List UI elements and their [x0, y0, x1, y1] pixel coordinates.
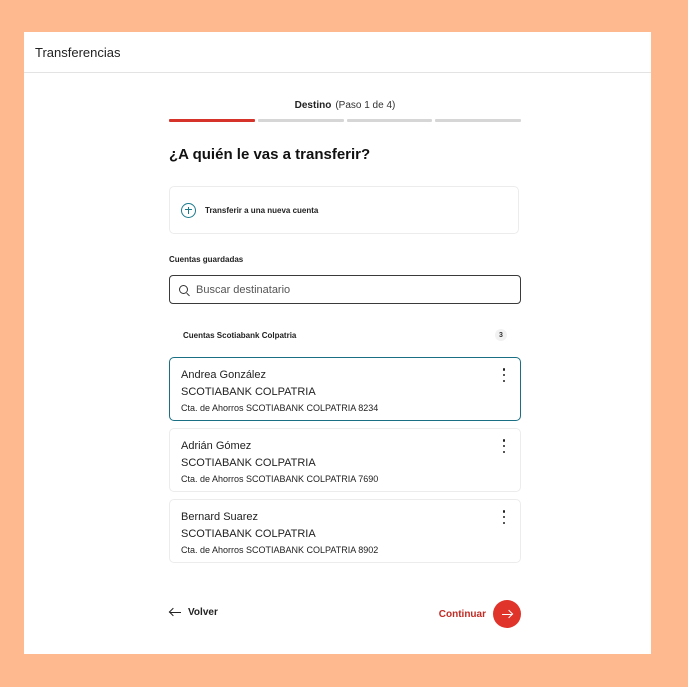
continue-label: Continuar	[438, 608, 486, 620]
top-bar	[24, 32, 651, 73]
search-box[interactable]	[169, 275, 521, 304]
back-label: Volver	[188, 607, 218, 618]
account-name: Andrea González	[181, 369, 266, 381]
progress-segment-4	[435, 119, 521, 122]
arrow-right-icon	[502, 609, 513, 619]
continue-circle[interactable]	[493, 600, 521, 628]
arrow-left-icon	[169, 608, 181, 618]
account-bank: SCOTIABANK COLPATRIA	[181, 528, 316, 540]
continue-button[interactable]	[439, 600, 521, 628]
account-number: Cta. de Ahorros SCOTIABANK COLPATRIA 8902	[181, 545, 379, 555]
more-options-icon[interactable]	[501, 368, 507, 382]
account-bank: SCOTIABANK COLPATRIA	[181, 386, 316, 398]
account-bank: SCOTIABANK COLPATRIA	[181, 457, 316, 469]
footer-nav	[169, 600, 521, 628]
progress-segment-2	[258, 119, 344, 122]
account-card[interactable]	[169, 428, 521, 492]
step-indicator	[169, 100, 521, 111]
account-card[interactable]	[169, 499, 521, 563]
progress-bar	[169, 119, 521, 122]
main-heading: ¿A quién le vas a transferir?	[169, 146, 371, 163]
account-name: Bernard Suarez	[181, 511, 259, 523]
new-account-button[interactable]	[169, 186, 519, 234]
account-number: Cta. de Ahorros SCOTIABANK COLPATRIA 7690	[181, 474, 379, 484]
search-input[interactable]	[196, 284, 496, 296]
group-title: Cuentas Scotiabank Colpatria	[183, 330, 297, 340]
account-card[interactable]	[169, 357, 521, 421]
plus-circle-icon	[181, 203, 196, 218]
app-frame	[24, 32, 651, 654]
more-options-icon[interactable]	[501, 439, 507, 453]
account-group-header[interactable]	[169, 325, 521, 345]
back-button[interactable]	[169, 607, 218, 618]
account-number: Cta. de Ahorros SCOTIABANK COLPATRIA 8234	[181, 403, 379, 413]
saved-accounts-label: Cuentas guardadas	[169, 255, 244, 264]
new-account-label: Transferir a una nueva cuenta	[205, 205, 319, 215]
progress-segment-3	[347, 119, 433, 122]
search-icon	[179, 285, 188, 294]
page-title: Transferencias	[35, 44, 121, 60]
progress-segment-1	[169, 119, 255, 122]
step-name: Destino	[294, 100, 332, 111]
account-name: Adrián Gómez	[181, 440, 252, 452]
step-detail: (Paso 1 de 4)	[335, 100, 396, 111]
group-count-badge: 3	[495, 329, 507, 341]
more-options-icon[interactable]	[501, 510, 507, 524]
